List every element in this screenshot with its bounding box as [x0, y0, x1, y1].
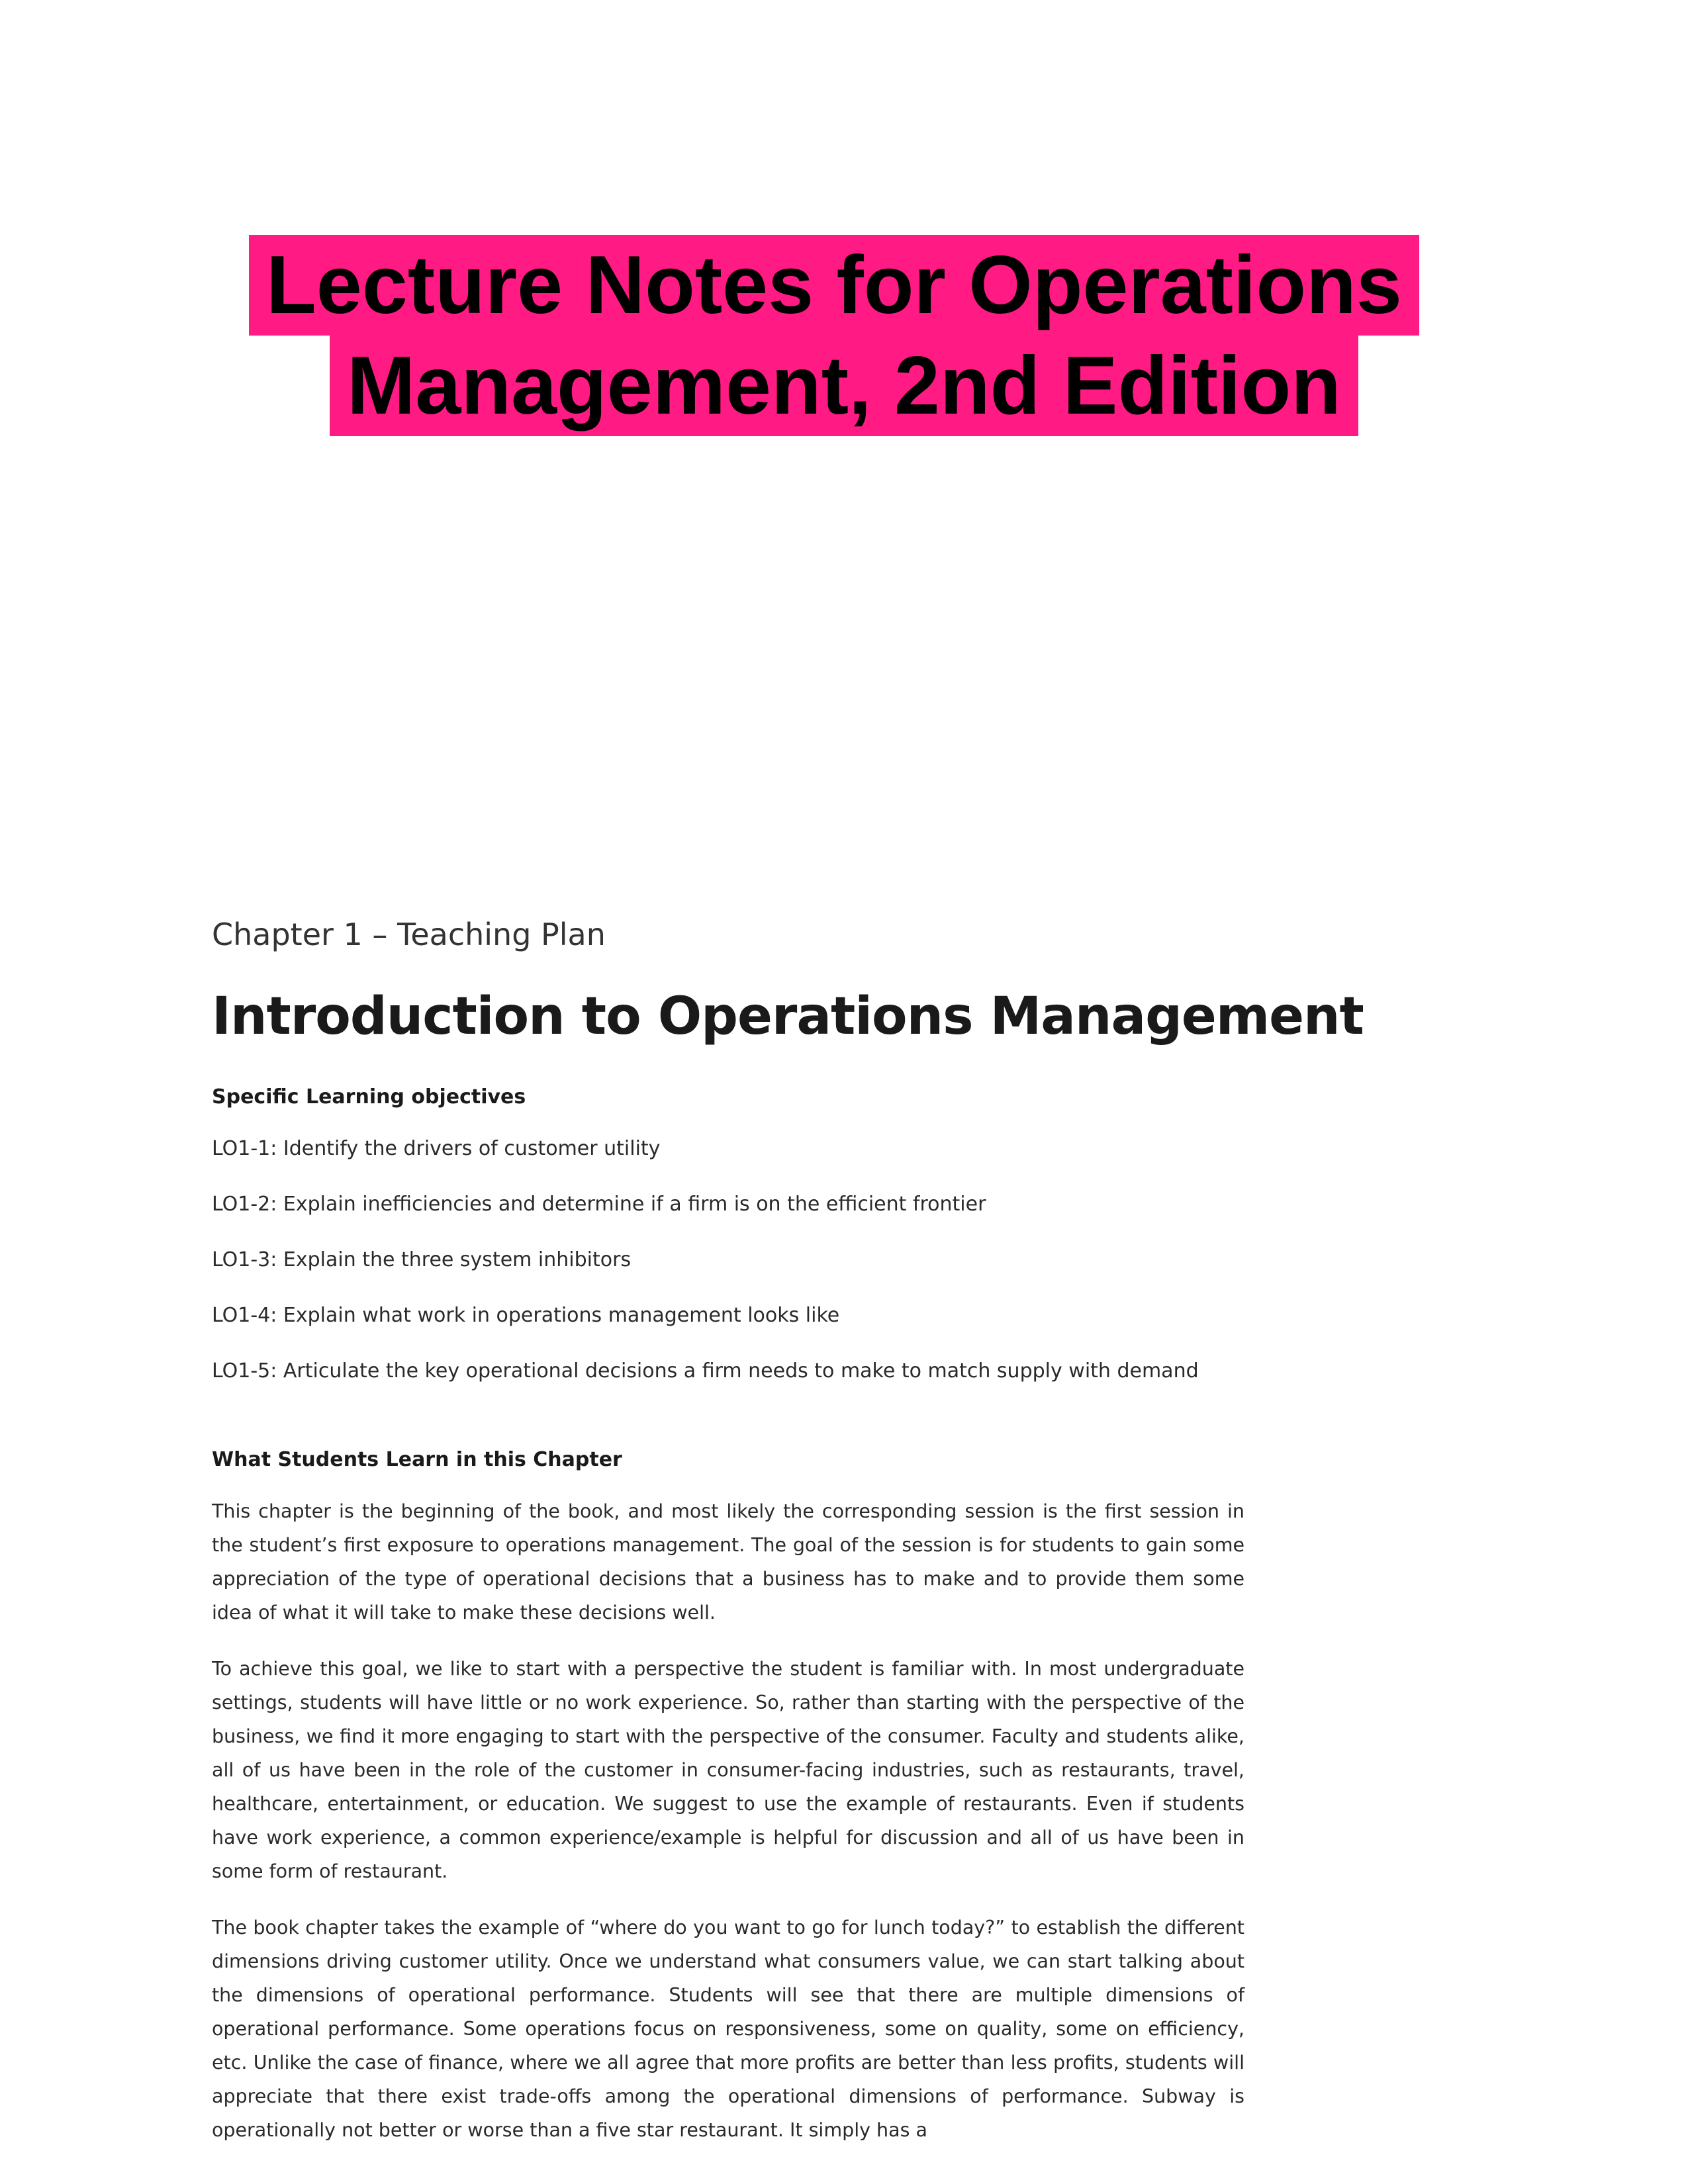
cover-title-line-1: Lecture Notes for Operations	[249, 235, 1419, 336]
body-paragraph: The book chapter takes the example of “where do you want to go for lunch today?” to establish the different dimensions driving customer utility. Once we understand what consumers value, we can start talking about the dimensions of operational performance. Students will see that there are multiple dimensions of operational performance. Some operations focus on responsiveness, some on quality, some on efficiency, etc. Unlike the case of finance, where we all agree that more profits are better than less profits, students will appreciate that there exist trade-offs among the operational dimensions of performance. Subway is operationally not better or worse than a five star restaurant. It simply has a	[212, 1917, 1244, 2141]
chapter-title: Introduction to Operations Management	[212, 987, 1364, 1046]
objectives-list	[212, 1136, 1244, 1385]
chapter-label: Chapter 1 – Teaching Plan	[212, 917, 606, 952]
objectives-heading: Specific Learning objectives	[212, 1085, 526, 1109]
learn-heading: What Students Learn in this Chapter	[212, 1448, 622, 1471]
objective-item: LO1-2: Explain inefficiencies and determine if a firm is on the efficient frontier	[212, 1193, 986, 1216]
cover-title	[0, 235, 1688, 436]
cover-title-line-2: Management, 2nd Edition	[330, 336, 1358, 436]
objective-item: LO1-4: Explain what work in operations management looks like	[212, 1304, 840, 1327]
body-paragraph: To achieve this goal, we like to start with a perspective the student is familiar with. In most undergraduate settings, students will have little or no work experience. So, rather than starting with the perspective of the business, we find it more engaging to start with the perspective of the consumer. Faculty and students alike, all of us have been in the role of the customer in consumer-facing industries, such as restaurants, travel, healthcare, entertainment, or education. We suggest to use the example of restaurants. Even if students have work experience, a common experience/example is helpful for discussion and all of us have been in some form of restaurant.	[212, 1658, 1244, 1882]
objective-item: LO1-3: Explain the three system inhibitors	[212, 1248, 632, 1271]
document-body	[212, 913, 1364, 2147]
body-paragraph: This chapter is the beginning of the book, and most likely the corresponding session is the first session in the student’s first exposure to operations management. The goal of the session is for students to gain some appreciation of the type of operational decisions that a business has to make and to provide them some idea of what it will take to make these decisions well.	[212, 1500, 1244, 1623]
objective-item: LO1-1: Identify the drivers of customer utility	[212, 1137, 661, 1160]
objective-item: LO1-5: Articulate the key operational decisions a firm needs to make to match supply with demand	[212, 1359, 1199, 1383]
